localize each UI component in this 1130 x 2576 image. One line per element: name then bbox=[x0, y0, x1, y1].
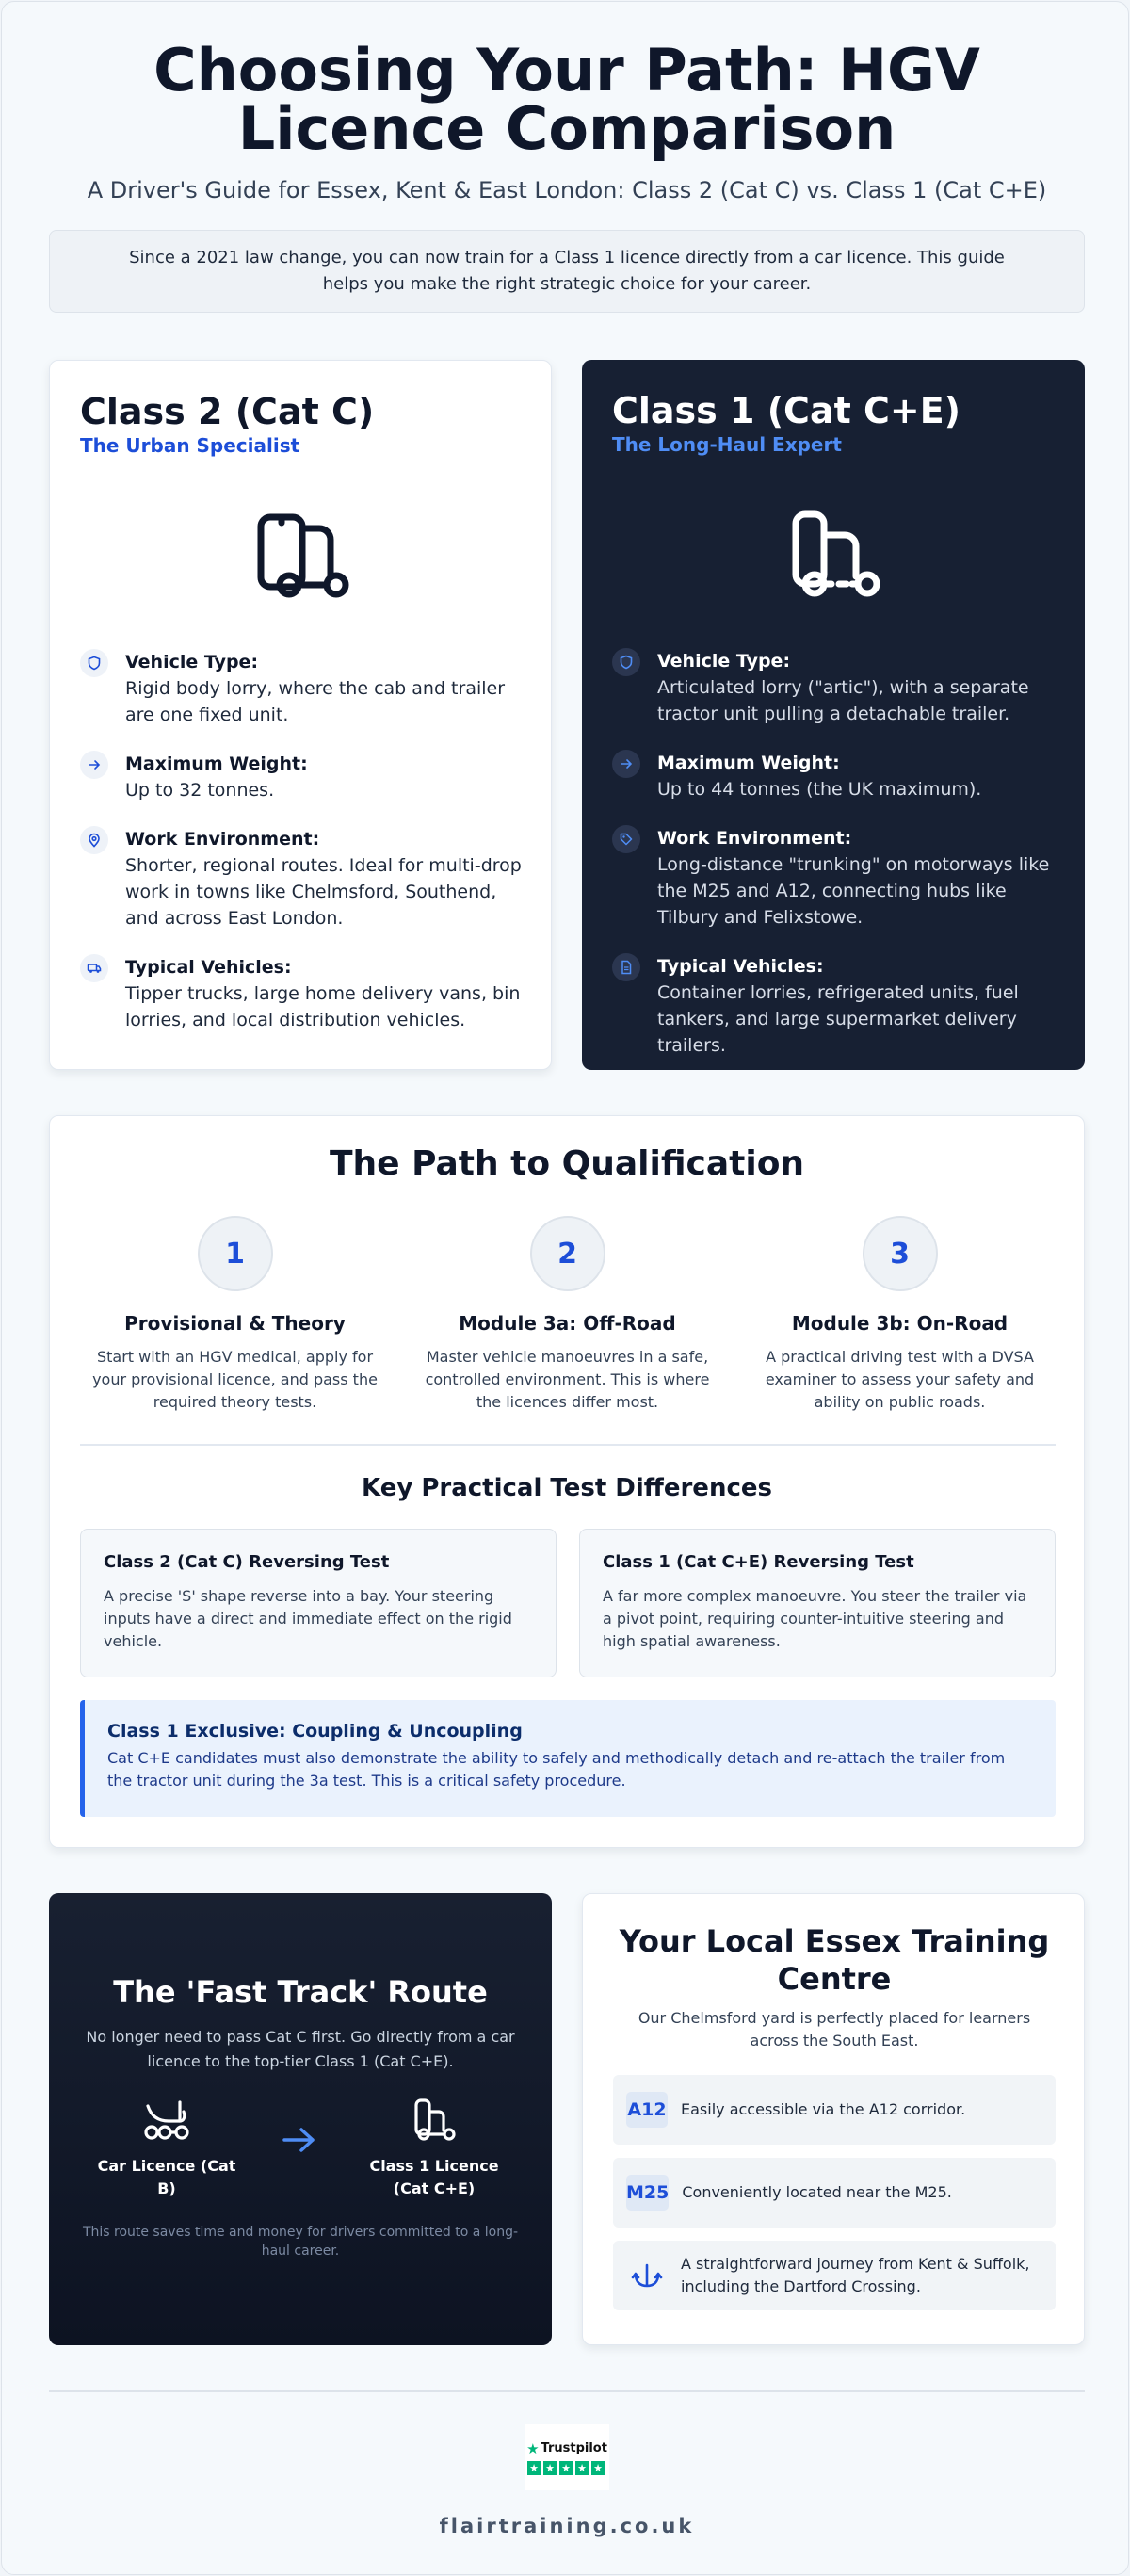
step-desc: Master vehicle manoeuvres in a safe, controlled environment. This is where the licences differ most. bbox=[425, 1348, 710, 1411]
local-centre-panel bbox=[582, 1893, 1085, 2345]
feature-row bbox=[80, 649, 523, 728]
callout-title: Class 1 Exclusive: Coupling & Uncoupling bbox=[107, 1721, 523, 1742]
feature-label: Maximum Weight: bbox=[125, 753, 308, 774]
feature-label: Maximum Weight: bbox=[657, 753, 840, 773]
feature-row bbox=[80, 751, 523, 803]
qualification-steps bbox=[69, 1216, 1067, 1414]
class2-tagline: The Urban Specialist bbox=[80, 434, 300, 457]
location-item-a12 bbox=[613, 2075, 1056, 2145]
road-badge: M25 bbox=[626, 2175, 669, 2211]
feature-label: Work Environment: bbox=[657, 828, 852, 849]
feature-row bbox=[612, 648, 1055, 727]
shield-icon bbox=[80, 649, 108, 677]
feature-row bbox=[80, 954, 523, 1033]
local-title: Your Local Essex Training Centre bbox=[619, 1923, 1050, 1997]
location-item-m25 bbox=[613, 2158, 1056, 2228]
qualification-section bbox=[49, 1115, 1085, 1848]
feature-label: Vehicle Type: bbox=[125, 652, 259, 672]
articulated-truck-icon bbox=[411, 2097, 458, 2144]
rigid-truck-icon bbox=[248, 502, 353, 608]
document-icon bbox=[612, 953, 640, 981]
arrow-right-icon bbox=[281, 2125, 318, 2155]
feature-row bbox=[612, 953, 1055, 1059]
route-tag-icon bbox=[612, 825, 640, 853]
feature-row bbox=[80, 826, 523, 932]
route-from bbox=[87, 2097, 247, 2200]
feature-row bbox=[612, 750, 1055, 802]
step-3 bbox=[734, 1216, 1066, 1414]
differences-title: Key Practical Test Differences bbox=[362, 1474, 772, 1502]
diff-title: Class 1 (Cat C+E) Reversing Test bbox=[603, 1552, 914, 1572]
step-1 bbox=[69, 1216, 401, 1414]
trustpilot-star-icon: ★ bbox=[526, 2439, 540, 2457]
footer-divider bbox=[49, 2390, 1085, 2392]
location-text: A straightforward journey from Kent & Suffolk, including the Dartford Crossing. bbox=[681, 2255, 1030, 2295]
step-desc: A practical driving test with a DVSA examiner to assess your safety and ability on public roads. bbox=[765, 1348, 1035, 1411]
step-number: 2 bbox=[530, 1216, 605, 1291]
fast-track-note: This route saves time and money for drivers committed to a long-haul career. bbox=[82, 2225, 519, 2259]
class2-features bbox=[80, 649, 523, 1056]
qualification-title: The Path to Qualification bbox=[329, 1144, 805, 1183]
trustpilot-label: Trustpilot bbox=[541, 2441, 607, 2455]
fast-track-panel bbox=[49, 1893, 552, 2345]
class1-title: Class 1 (Cat C+E) bbox=[612, 390, 961, 431]
feature-label: Work Environment: bbox=[125, 829, 320, 850]
class2-title: Class 2 (Cat C) bbox=[80, 391, 375, 432]
page-subtitle: A Driver's Guide for Essex, Kent & East London: Class 2 (Cat C) vs. Class 1 (Cat C+E) bbox=[87, 177, 1047, 203]
star-icon: ★ bbox=[527, 2461, 541, 2475]
location-text: Easily accessible via the A12 corridor. bbox=[681, 2100, 966, 2118]
car-icon bbox=[140, 2097, 193, 2144]
infographic-page bbox=[1, 1, 1129, 2575]
arrow-right-icon bbox=[612, 750, 640, 778]
feature-value: Up to 32 tonnes. bbox=[125, 780, 275, 801]
fast-track-desc: No longer need to pass Cat C first. Go directly from a car licence to the top-tier Class 1 (Cat C+E). bbox=[86, 2028, 515, 2070]
fast-track-title: The 'Fast Track' Route bbox=[113, 1974, 488, 2010]
step-title: Module 3a: Off-Road bbox=[459, 1312, 676, 1335]
site-url[interactable]: flairtraining.co.uk bbox=[439, 2515, 695, 2537]
arrow-right-icon bbox=[80, 751, 108, 779]
step-number: 1 bbox=[198, 1216, 273, 1291]
intro-text: Since a 2021 law change, you can now train for a Class 1 licence directly from a car licence. This guide helps you make the right strategic choice for your career. bbox=[129, 248, 1005, 294]
shield-icon bbox=[612, 648, 640, 676]
diff-title: Class 2 (Cat C) Reversing Test bbox=[104, 1552, 390, 1572]
class1-reversing-card bbox=[579, 1529, 1056, 1677]
class1-card bbox=[582, 360, 1085, 1070]
articulated-truck-icon bbox=[781, 501, 886, 607]
van-icon bbox=[80, 954, 108, 982]
step-desc: Start with an HGV medical, apply for your provisional licence, and pass the required theory tests. bbox=[92, 1348, 378, 1411]
star-icon: ★ bbox=[559, 2461, 573, 2475]
feature-label: Vehicle Type: bbox=[657, 651, 791, 672]
star-icon: ★ bbox=[575, 2461, 589, 2475]
road-badge: A12 bbox=[626, 2092, 668, 2128]
callout-desc: Cat C+E candidates must also demonstrate the ability to safely and methodically detach and re-attach the trailer from the tractor unit during the 3a test. This is a critical safety procedure. bbox=[107, 1749, 1006, 1790]
step-2 bbox=[401, 1216, 734, 1414]
trustpilot-badge[interactable] bbox=[525, 2424, 609, 2490]
step-number: 3 bbox=[863, 1216, 938, 1291]
feature-value: Long-distance "trunking" on motorways like the M25 and A12, connecting hubs like Tilbury and Felixstowe. bbox=[657, 854, 1050, 928]
coupling-callout bbox=[80, 1700, 1056, 1817]
feature-label: Typical Vehicles: bbox=[125, 957, 292, 978]
section-divider bbox=[80, 1444, 1056, 1446]
local-desc: Our Chelmsford yard is perfectly placed for learners across the South East. bbox=[638, 2009, 1031, 2049]
location-text: Conveniently located near the M25. bbox=[682, 2183, 952, 2201]
page-title: Choosing Your Path: HGV Licence Comparison bbox=[153, 36, 980, 163]
feature-label: Typical Vehicles: bbox=[657, 956, 824, 977]
intro-banner bbox=[49, 230, 1085, 313]
trustpilot-stars bbox=[527, 2461, 607, 2475]
star-icon: ★ bbox=[591, 2461, 605, 2475]
class2-reversing-card bbox=[80, 1529, 557, 1677]
route-from-label: Car Licence (Cat B) bbox=[97, 2157, 236, 2197]
diff-desc: A far more complex manoeuvre. You steer the trailer via a pivot point, requiring counter-intuitive steering and high spatial awareness. bbox=[603, 1587, 1027, 1650]
star-icon: ★ bbox=[543, 2461, 557, 2475]
location-list bbox=[613, 2075, 1056, 2324]
feature-value: Container lorries, refrigerated units, fuel tankers, and large supermarket delivery trailers. bbox=[657, 982, 1019, 1056]
step-title: Provisional & Theory bbox=[124, 1312, 346, 1335]
location-item-crossing bbox=[613, 2241, 1056, 2310]
diff-desc: A precise 'S' shape reverse into a bay. Your steering inputs have a direct and immediate effect on the rigid vehicle. bbox=[104, 1587, 512, 1650]
anchor-icon bbox=[626, 2258, 668, 2293]
step-title: Module 3b: On-Road bbox=[791, 1312, 1009, 1335]
feature-value: Up to 44 tonnes (the UK maximum). bbox=[657, 779, 982, 800]
route-to-label: Class 1 Licence (Cat C+E) bbox=[369, 2157, 499, 2197]
class1-tagline: The Long-Haul Expert bbox=[612, 433, 842, 456]
feature-value: Shorter, regional routes. Ideal for multi-drop work in towns like Chelmsford, Southend, and across East London. bbox=[125, 855, 522, 929]
feature-value: Rigid body lorry, where the cab and trailer are one fixed unit. bbox=[125, 678, 506, 725]
class1-features bbox=[612, 648, 1055, 1081]
feature-value: Articulated lorry ("artic"), with a separate tractor unit pulling a detachable trailer. bbox=[657, 677, 1029, 724]
feature-value: Tipper trucks, large home delivery vans, bin lorries, and local distribution vehicles. bbox=[125, 983, 521, 1030]
route-to bbox=[354, 2097, 514, 2200]
map-pin-icon bbox=[80, 826, 108, 854]
class2-card bbox=[49, 360, 552, 1070]
feature-row bbox=[612, 825, 1055, 931]
